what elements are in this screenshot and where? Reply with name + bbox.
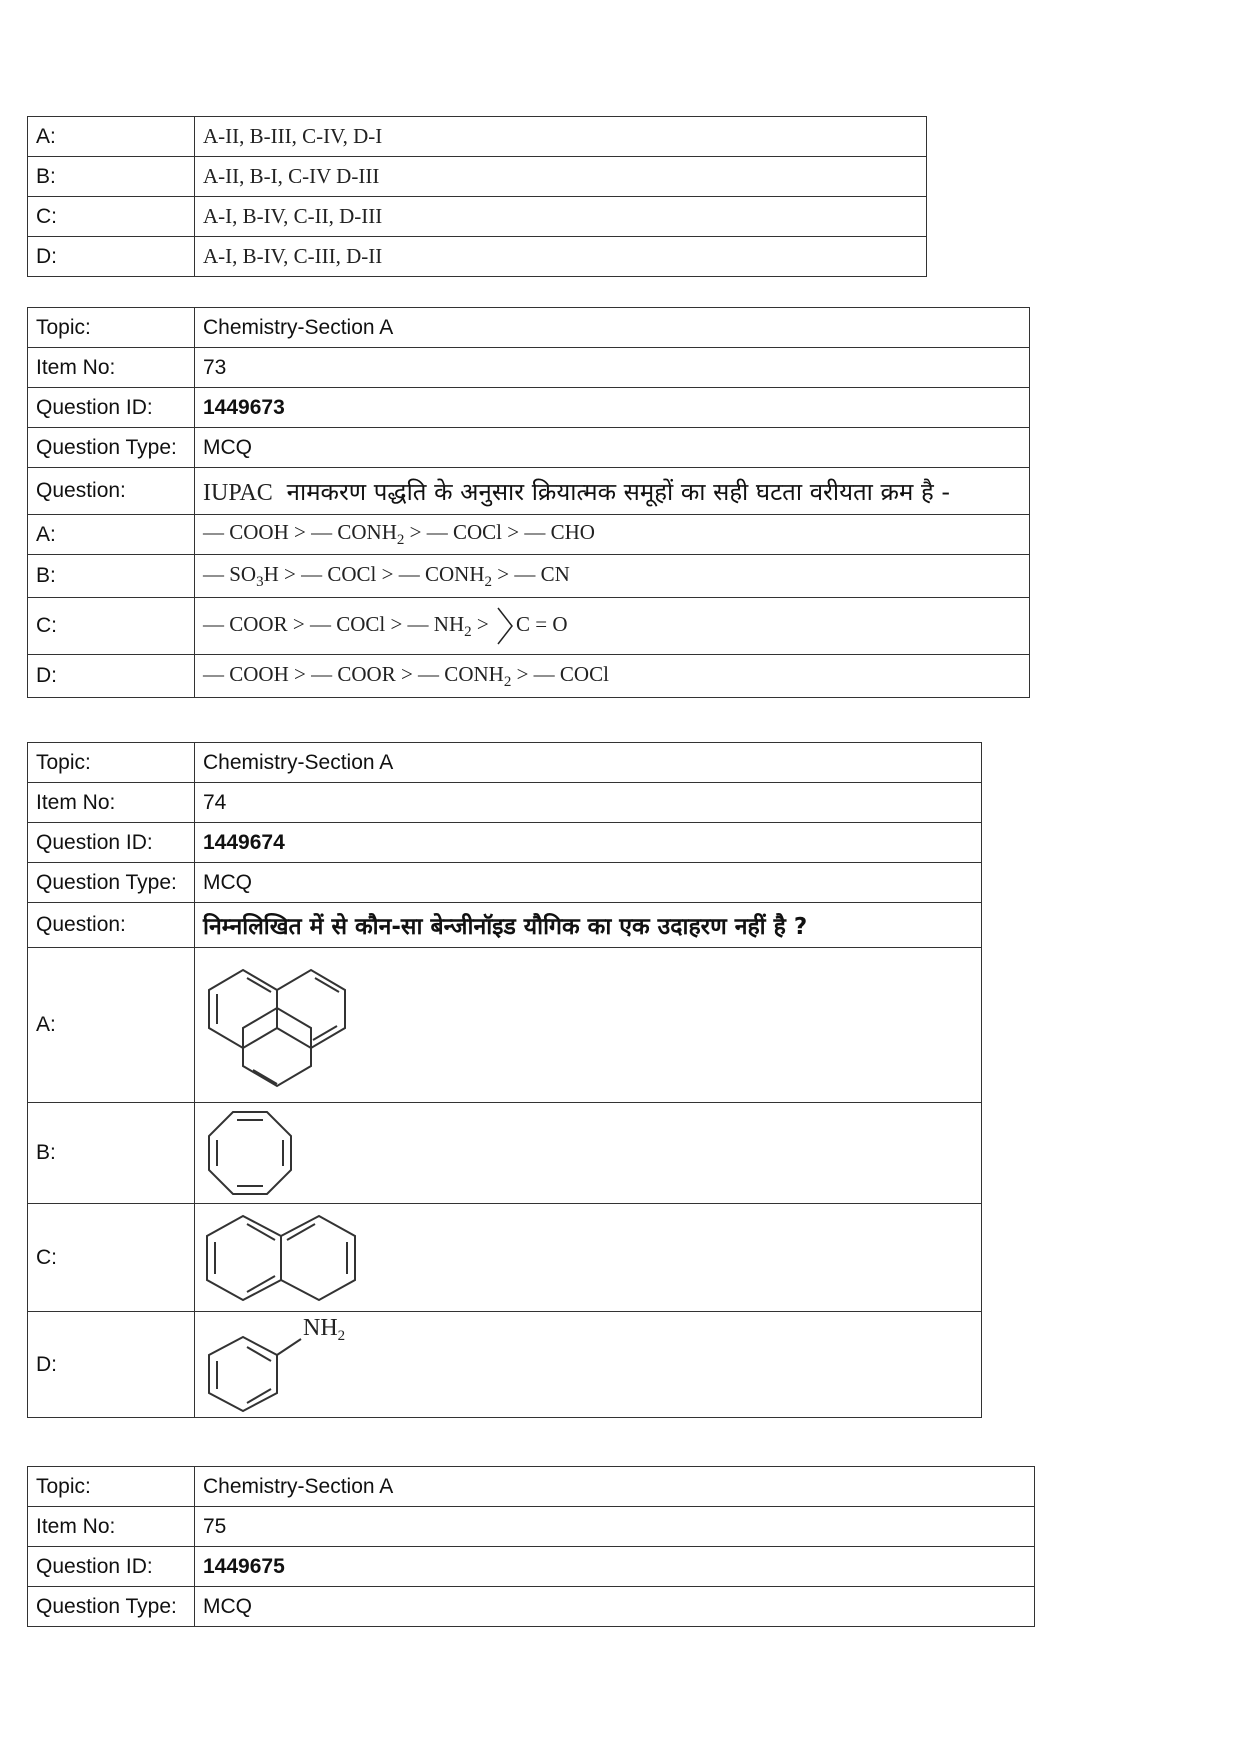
question-hindi: निम्नलिखित में से कौन-सा बेन्जीनॉइड यौगिक का एक उदाहरण नहीं है ?	[195, 903, 982, 948]
topic-value: Chemistry-Section A	[195, 1467, 1035, 1507]
option-label: D:	[28, 1312, 195, 1418]
item-row	[28, 348, 1030, 388]
topic-row	[28, 308, 1030, 348]
option-row-a	[28, 948, 982, 1103]
option-label: C:	[28, 197, 195, 237]
option-d-structure	[195, 1312, 982, 1418]
question-type-label: Question Type:	[28, 1587, 195, 1627]
topic-label: Topic:	[28, 1467, 195, 1507]
topic-row	[28, 743, 982, 783]
topic-value: Chemistry-Section A	[195, 308, 1030, 348]
question-label: Question:	[28, 903, 195, 948]
option-b-formula: — $SO_3H$ > — COCl > — $CONH_2$ > — CN	[195, 555, 1030, 598]
option-row-b	[28, 1103, 982, 1204]
option-value: A-I, B-IV, C-III, D-II	[195, 237, 927, 277]
option-row-c	[28, 598, 1030, 655]
option-row-c	[28, 1204, 982, 1312]
option-row-d	[28, 655, 1030, 698]
option-row-a	[28, 515, 1030, 555]
question-type-row	[28, 428, 1030, 468]
question-id-label: Question ID:	[28, 388, 195, 428]
option-label: A:	[28, 948, 195, 1103]
item-value: 73	[195, 348, 1030, 388]
topic-label: Topic:	[28, 308, 195, 348]
option-label: D:	[28, 655, 195, 698]
question-type-value: MCQ	[195, 428, 1030, 468]
option-a-structure	[195, 948, 982, 1103]
option-label: C:	[28, 1204, 195, 1312]
cyclooctatetraene-structure-icon	[203, 1108, 303, 1198]
question-id-value: 1449673	[195, 388, 1030, 428]
question-label: Question:	[28, 468, 195, 515]
item-value: 75	[195, 1507, 1035, 1547]
item-label: Item No:	[28, 348, 195, 388]
ketone-bracket-icon	[494, 606, 516, 646]
option-label: A:	[28, 117, 195, 157]
question-type-row	[28, 863, 982, 903]
question-id-row	[28, 388, 1030, 428]
option-row-b	[28, 555, 1030, 598]
question-75-table	[27, 1466, 1035, 1627]
question-type-value: MCQ	[195, 863, 982, 903]
topic-value: Chemistry-Section A	[195, 743, 982, 783]
question-73-table	[27, 307, 1030, 698]
phenalene-structure-icon	[203, 950, 353, 1100]
option-value: A-II, B-III, C-IV, D-I	[195, 117, 927, 157]
amine-group-label: $NH_2$	[303, 1314, 346, 1344]
question-prefix: IUPAC	[203, 479, 273, 506]
question-id-row	[28, 823, 982, 863]
question-row	[28, 468, 1030, 515]
item-label: Item No:	[28, 783, 195, 823]
topic-label: Topic:	[28, 743, 195, 783]
question-74-table	[27, 742, 982, 1418]
item-label: Item No:	[28, 1507, 195, 1547]
question-type-label: Question Type:	[28, 428, 195, 468]
option-label: C:	[28, 598, 195, 655]
item-value: 74	[195, 783, 982, 823]
item-row	[28, 1507, 1035, 1547]
option-label: B:	[28, 157, 195, 197]
option-value: A-I, B-IV, C-II, D-III	[195, 197, 927, 237]
question-id-label: Question ID:	[28, 1547, 195, 1587]
question-id-value: 1449674	[195, 823, 982, 863]
table-row	[28, 117, 927, 157]
option-value: A-II, B-I, C-IV D-III	[195, 157, 927, 197]
question-id-label: Question ID:	[28, 823, 195, 863]
prev-options-table	[27, 116, 927, 277]
option-d-formula: — COOH > — COOR > — $CONH_2$ > — COCl	[195, 655, 1030, 698]
question-type-label: Question Type:	[28, 863, 195, 903]
aniline-structure-icon	[203, 1315, 373, 1415]
naphthalene-structure-icon	[203, 1210, 363, 1306]
topic-row	[28, 1467, 1035, 1507]
option-label: B:	[28, 555, 195, 598]
option-label: A:	[28, 515, 195, 555]
option-b-structure	[195, 1103, 982, 1204]
option-a-formula: — COOH > — $CONH_2$ > — COCl > — CHO	[195, 515, 1030, 555]
question-id-value: 1449675	[195, 1547, 1035, 1587]
question-text	[195, 468, 1030, 515]
option-label: B:	[28, 1103, 195, 1204]
option-c-structure	[195, 1204, 982, 1312]
option-c-formula: — COOR > — COCl > — $NH_2 > C = O$	[195, 598, 1030, 655]
option-row-d	[28, 1312, 982, 1418]
table-row	[28, 237, 927, 277]
question-type-row	[28, 1587, 1035, 1627]
option-label: D:	[28, 237, 195, 277]
item-row	[28, 783, 982, 823]
question-hindi: नामकरण पद्धति के अनुसार क्रियात्मक समूहों का सही घटता वरीयता क्रम है -	[286, 477, 950, 506]
question-type-value: MCQ	[195, 1587, 1035, 1627]
question-id-row	[28, 1547, 1035, 1587]
table-row	[28, 157, 927, 197]
question-row	[28, 903, 982, 948]
table-row	[28, 197, 927, 237]
